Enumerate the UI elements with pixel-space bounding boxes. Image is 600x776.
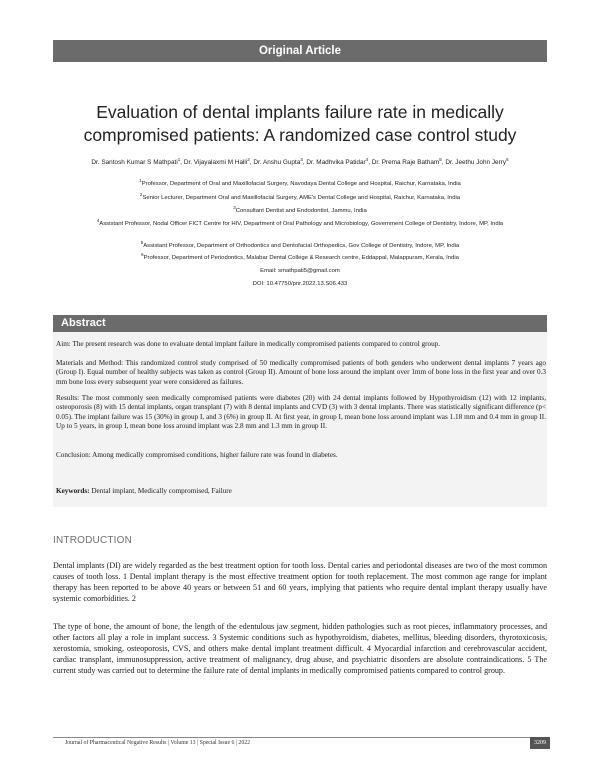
author-3: Dr. Anshu Gupta (253, 159, 301, 166)
abstract-methods: Materials and Method: This randomized control study comprised of 50 medically compromised patients of both genders who underwent dental implants 7 years ago (Group I). Equal number of healthy subjects was taken as control (Group II). Amount of bone loss around the implant over 1mm of bone loss in the first year and over 0.3 mm bone loss every subsequent year were considered as failures. (56, 359, 546, 386)
author-2: Dr. Vijayalaxmi M Halli (183, 159, 248, 166)
affiliation-1-num: 1 (139, 178, 142, 184)
author-1-sup: 1 (177, 156, 181, 162)
keywords-text: Dental implant, Medically compromised, Failure (91, 487, 232, 495)
author-email: Email: smathpati5@gmail.com (260, 268, 340, 274)
introduction-heading: INTRODUCTION (53, 535, 133, 546)
affiliation-2-text: Senior Lecturer, Department Oral and Maxillofacial Surgery, AME's Dental College and Hospital, Raichur, Karnataka, India (142, 195, 461, 201)
author-5: Dr. Prema Raje Batham (371, 159, 440, 166)
page-number: 3209 (530, 737, 550, 749)
abstract-aim: Aim: The present research was done to evaluate dental implant failure in medically compromised patients compared to control group. (56, 340, 441, 348)
affiliation-4-text: Assistant Professor, Nodal Officer FICT Centre for HIV, Department of Oral Pathology and Microbiology, Government College of Dentistry, Indore, MP, India (99, 221, 504, 227)
affiliation-6-num: 6 (141, 252, 144, 258)
doi: DOI: 10.47750/pnr.2022.13.S06.433 (252, 281, 348, 287)
author-4-sup: 4 (365, 156, 369, 162)
affiliation-2 (90, 194, 510, 203)
affiliation-6-text: Professor, Department of Periodontics, Malabar Dental College & Research centre, Eddappal, Malappuram, Kerala, India (143, 255, 459, 261)
introduction-paragraph-1: Dental implants (DI) are widely regarded as the best treatment option for tooth loss. Dental caries and periodontal diseases are two of the most common causes of tooth loss. 1 Dental implant therapy is the most effective treatment option for tooth replacement. The most common age range for implant therapy has been reported to be above 40 years or between 51 and 60 years, implying that patients who require dental implant therapy usually have systemic comorbidities. 2 (53, 561, 547, 603)
keywords-label: Keywords: (56, 487, 90, 495)
author-list: Dr. Santosh Kumar S Mathpati$^1$, Dr. Vijayalaxmi M Halli$^2$, Dr. Anshu Gupta$^3$, Dr. Madhvika Patidar$^4$, Dr. Prema Raje Batham$^5$, Dr. Jeethu John Jerry$^6$ (91, 156, 509, 166)
author-5-sup: 5 (439, 156, 442, 162)
title-line-1: Evaluation of dental implants failure rate in medically (96, 102, 504, 122)
abstract-keywords (56, 487, 546, 496)
author-6-sup: 6 (506, 156, 509, 162)
abstract-conclusion: Conclusion: Among medically compromised conditions, higher failure rate was found in diabetes. (56, 451, 338, 459)
author-4: Dr. Madhvika Patidar (306, 159, 366, 166)
affiliation-5-num: 5 (140, 240, 144, 246)
introduction-paragraph-2: The type of bone, the amount of bone, the length of the edentulous jaw segment, hidden pathologies such as root pieces, inflammatory processes, and other factors all play a role in implant success. 3 Systemic conditions such as hypothyroidism, diabetes, mellitus, bleeding disorders, thyrotoxicosis, xerostomia, smoking, osteoporosis, CVS, and others make dental implant treatment difficult. 4 Myocardial infarction and cerebrovascular accident, cardiac transplant, immunosuppression, active treatment of malignancy, drug abuse, and psychiatric disorders are absolute contraindications. 5 The current study was carried out to determine the failure rate of dental implants in medically compromised patients compared to control group. (53, 622, 547, 675)
affiliation-4-num: 4 (96, 218, 100, 224)
affiliation-3-num: 3 (233, 205, 236, 211)
article-type-banner: Original Article (53, 40, 547, 62)
affiliation-3 (90, 207, 510, 216)
author-1: Dr. Santosh Kumar S Mathpati (91, 159, 178, 166)
journal-footer: Journal of Pharmaceutical Negative Results | Volume 13 | Special Issue 6 | 2022 (53, 737, 530, 748)
affiliation-5 (90, 242, 510, 251)
affiliation-2-num: 2 (139, 192, 143, 198)
paper-title (60, 101, 540, 147)
abstract-heading: Abstract (53, 315, 547, 332)
affiliation-3-text: Consultant Dentist and Endodontist, Jammu, India (235, 208, 367, 214)
affiliation-1-text: Professor, Department of Oral and Maxillofacial Surgery, Navodaya Dental College and Hospital, Raichur, Karnataka, India (141, 181, 461, 187)
author-2-sup: 2 (247, 156, 250, 162)
abstract-results: Results: The most commonly seen medically compromised patients were diabetes (20) with 24 dental implants followed by Hypothyroidism (12) with 12 implants, osteoporosis (8) with 15 dental implants, organ transplant (7) with 8 dental implants and CVD (3) with 3 dental implants. There was statistically significant difference (p< 0.05). The implant failure was 15 (30%) in group I, and 3 (6%) in group II. At first year, in group I, mean bone loss around implant was 1.18 mm and 0.4 mm in group II. Up to 5 years, in group I, mean bone loss around implant was 2.8 mm and 1.3 mm in group II. (56, 394, 546, 431)
title-line-2: compromised patients: A randomized case control study (83, 125, 517, 145)
affiliation-6 (90, 254, 510, 263)
author-6: Dr. Jeethu John Jerry (445, 159, 507, 166)
author-3-sup: 3 (300, 156, 303, 162)
affiliation-1 (90, 180, 510, 189)
affiliation-4 (90, 220, 510, 229)
affiliation-5-text: Assistant Professor, Department of Orthodontics and Dentofacial Orthopedics, Gov College of Dentistry, Indore, MP, India (143, 243, 460, 249)
